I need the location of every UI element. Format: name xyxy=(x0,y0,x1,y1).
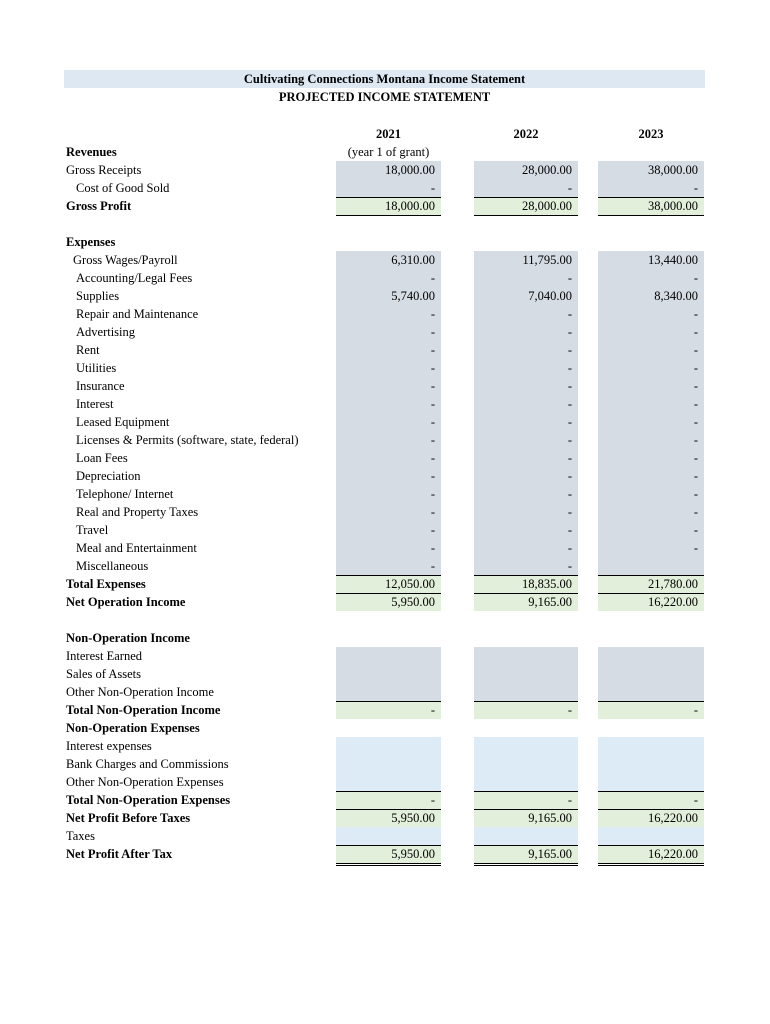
net-operation-label: Net Operation Income xyxy=(66,595,186,609)
total-expenses-label: Total Expenses xyxy=(66,577,146,591)
non-op-income-fill-col1 xyxy=(336,647,441,701)
expense-item-label: Loan Fees xyxy=(76,451,128,465)
expense-item-value-1: - xyxy=(430,559,435,573)
expense-item-value-1: - xyxy=(430,343,435,357)
expense-item-value-2: - xyxy=(567,397,572,411)
year-header-3: 2023 xyxy=(638,127,664,141)
expense-item-value-2: - xyxy=(567,361,572,375)
cogs-value-3: - xyxy=(693,181,698,195)
non-op-expenses-total-value-2: - xyxy=(567,793,572,807)
expense-item-label: Gross Wages/Payroll xyxy=(73,253,178,267)
expense-item-value-1: 6,310.00 xyxy=(391,253,435,267)
expense-item-value-2: - xyxy=(567,325,572,339)
expense-item-value-1: - xyxy=(430,397,435,411)
expense-item-value-2: - xyxy=(567,523,572,537)
cogs-value-2: - xyxy=(567,181,572,195)
expense-item-value-2: - xyxy=(567,505,572,519)
expense-item-value-1: - xyxy=(430,361,435,375)
taxes-fill-col1 xyxy=(336,827,441,845)
net-before-taxes-value-1: 5,950.00 xyxy=(391,811,435,825)
expense-item-value-1: - xyxy=(430,307,435,321)
expense-item-value-3: - xyxy=(693,523,698,537)
net-before-taxes-label: Net Profit Before Taxes xyxy=(66,811,191,825)
expense-item-value-1: 5,740.00 xyxy=(391,289,435,303)
non-op-income-total-value-3: - xyxy=(693,703,698,717)
expense-item-value-3: - xyxy=(693,487,698,501)
net-operation-value-2: 9,165.00 xyxy=(528,595,572,609)
expense-item-value-3: - xyxy=(693,505,698,519)
expense-item-value-3: - xyxy=(693,451,698,465)
expense-item-label: Travel xyxy=(76,523,109,537)
expense-item-value-1: - xyxy=(430,541,435,555)
expense-item-label: Repair and Maintenance xyxy=(76,307,199,321)
expense-item-label: Interest xyxy=(76,397,114,411)
gross-receipts-value-1: 18,000.00 xyxy=(385,163,435,177)
expense-item-value-1: - xyxy=(430,379,435,393)
expense-item-value-2: - xyxy=(567,451,572,465)
total-expenses-value-1: 12,050.00 xyxy=(385,577,435,591)
expense-item-value-1: - xyxy=(430,415,435,429)
expense-item-label: Leased Equipment xyxy=(76,415,170,429)
expense-item-label: Insurance xyxy=(76,379,125,393)
net-operation-value-1: 5,950.00 xyxy=(391,595,435,609)
gross-profit-bottom-rule-col2 xyxy=(474,215,578,216)
expense-item-label: Meal and Entertainment xyxy=(76,541,197,555)
non-op-expense-item-label: Interest expenses xyxy=(66,739,152,753)
expense-item-label: Depreciation xyxy=(76,469,141,483)
expense-item-value-2: - xyxy=(567,469,572,483)
year-note: (year 1 of grant) xyxy=(347,145,430,159)
expense-item-label: Utilities xyxy=(76,361,117,375)
non-op-expenses-total-value-3: - xyxy=(693,793,698,807)
expense-item-value-3: - xyxy=(693,271,698,285)
expense-item-value-2: 11,795.00 xyxy=(522,253,572,267)
net-after-tax-label: Net Profit After Tax xyxy=(66,847,173,861)
expense-item-label: Miscellaneous xyxy=(76,559,149,573)
expenses-heading: Expenses xyxy=(66,235,116,249)
taxes-fill-col3 xyxy=(598,827,704,845)
net-after-tax-double-rule-col2 xyxy=(474,863,578,866)
expense-item-value-2: - xyxy=(567,271,572,285)
gross-profit-value-2: 28,000.00 xyxy=(522,199,572,213)
expense-item-value-1: - xyxy=(430,469,435,483)
expense-item-value-1: - xyxy=(430,505,435,519)
net-before-taxes-value-3: 16,220.00 xyxy=(648,811,698,825)
non-op-expenses-total-label: Total Non-Operation Expenses xyxy=(66,793,231,807)
expense-item-value-3: - xyxy=(693,541,698,555)
expense-item-value-2: - xyxy=(567,487,572,501)
expense-item-value-3: - xyxy=(693,379,698,393)
expense-item-value-2: - xyxy=(567,415,572,429)
expense-item-label: Telephone/ Internet xyxy=(76,487,174,501)
gross-profit-label: Gross Profit xyxy=(66,199,132,213)
net-before-taxes-value-2: 9,165.00 xyxy=(528,811,572,825)
expense-item-value-3: 13,440.00 xyxy=(648,253,698,267)
expense-item-value-3: - xyxy=(693,397,698,411)
non-op-income-heading: Non-Operation Income xyxy=(66,631,190,645)
expense-item-value-2: - xyxy=(567,379,572,393)
non-op-income-fill-col2 xyxy=(474,647,578,701)
net-operation-value-3: 16,220.00 xyxy=(648,595,698,609)
net-after-tax-double-rule-col3 xyxy=(598,863,704,866)
expense-item-value-3: 8,340.00 xyxy=(654,289,698,303)
gross-receipts-label: Gross Receipts xyxy=(66,163,142,177)
taxes-fill-col2 xyxy=(474,827,578,845)
year-header-1: 2021 xyxy=(376,127,401,141)
non-op-expense-item-label: Bank Charges and Commissions xyxy=(66,757,229,771)
expense-item-label: Real and Property Taxes xyxy=(76,505,199,519)
expense-item-value-1: - xyxy=(430,487,435,501)
expense-item-value-2: - xyxy=(567,307,572,321)
expense-item-value-2: - xyxy=(567,343,572,357)
gross-receipts-value-3: 38,000.00 xyxy=(648,163,698,177)
expense-item-value-1: - xyxy=(430,325,435,339)
non-op-expense-item-label: Other Non-Operation Expenses xyxy=(66,775,224,789)
expense-item-value-3: - xyxy=(693,343,698,357)
expense-item-label: Supplies xyxy=(76,289,120,303)
expense-item-value-3: - xyxy=(693,433,698,447)
expense-item-value-2: - xyxy=(567,541,572,555)
non-op-income-item-label: Interest Earned xyxy=(66,649,143,663)
non-op-expenses-total-value-1: - xyxy=(430,793,435,807)
net-after-tax-value-2: 9,165.00 xyxy=(528,847,572,861)
gross-profit-bottom-rule-col3 xyxy=(598,215,704,216)
statement-subtitle: PROJECTED INCOME STATEMENT xyxy=(278,90,491,104)
non-op-income-fill-col3 xyxy=(598,647,704,701)
gross-profit-value-1: 18,000.00 xyxy=(385,199,435,213)
non-op-income-item-label: Other Non-Operation Income xyxy=(66,685,214,699)
gross-profit-value-3: 38,000.00 xyxy=(648,199,698,213)
expense-item-value-3: - xyxy=(693,415,698,429)
total-expenses-value-3: 21,780.00 xyxy=(648,577,698,591)
expense-item-value-1: - xyxy=(430,451,435,465)
non-op-expense-fill-col1 xyxy=(336,737,441,791)
expense-item-label: Licenses & Permits (software, state, federal) xyxy=(76,433,299,447)
expense-item-value-3: - xyxy=(693,307,698,321)
non-op-expense-fill-col3 xyxy=(598,737,704,791)
statement-title: Cultivating Connections Montana Income Statement xyxy=(243,72,526,86)
expense-item-label: Accounting/Legal Fees xyxy=(76,271,193,285)
total-expenses-value-2: 18,835.00 xyxy=(522,577,572,591)
expense-item-value-3: - xyxy=(693,361,698,375)
expense-item-value-3: - xyxy=(693,325,698,339)
non-op-expense-fill-col2 xyxy=(474,737,578,791)
expense-item-value-2: - xyxy=(567,559,572,573)
expense-item-label: Rent xyxy=(76,343,100,357)
non-op-income-total-value-1: - xyxy=(430,703,435,717)
expense-item-label: Advertising xyxy=(76,325,136,339)
net-after-tax-value-1: 5,950.00 xyxy=(391,847,435,861)
taxes-label: Taxes xyxy=(66,829,95,843)
net-after-tax-double-rule-col1 xyxy=(336,863,441,866)
expense-item-value-2: 7,040.00 xyxy=(528,289,572,303)
expense-item-value-3: - xyxy=(693,469,698,483)
non-op-income-total-value-2: - xyxy=(567,703,572,717)
gross-profit-bottom-rule-col1 xyxy=(336,215,441,216)
revenues-heading: Revenues xyxy=(66,145,117,159)
cogs-value-1: - xyxy=(430,181,435,195)
year-header-2: 2022 xyxy=(513,127,539,141)
non-op-expenses-heading: Non-Operation Expenses xyxy=(66,721,200,735)
expense-item-value-2: - xyxy=(567,433,572,447)
net-after-tax-value-3: 16,220.00 xyxy=(648,847,698,861)
non-op-income-total-label: Total Non-Operation Income xyxy=(66,703,221,717)
non-op-income-item-label: Sales of Assets xyxy=(66,667,141,681)
gross-receipts-value-2: 28,000.00 xyxy=(522,163,572,177)
expense-item-value-1: - xyxy=(430,523,435,537)
cogs-label: Cost of Good Sold xyxy=(76,181,170,195)
expense-item-value-1: - xyxy=(430,271,435,285)
expense-item-value-1: - xyxy=(430,433,435,447)
